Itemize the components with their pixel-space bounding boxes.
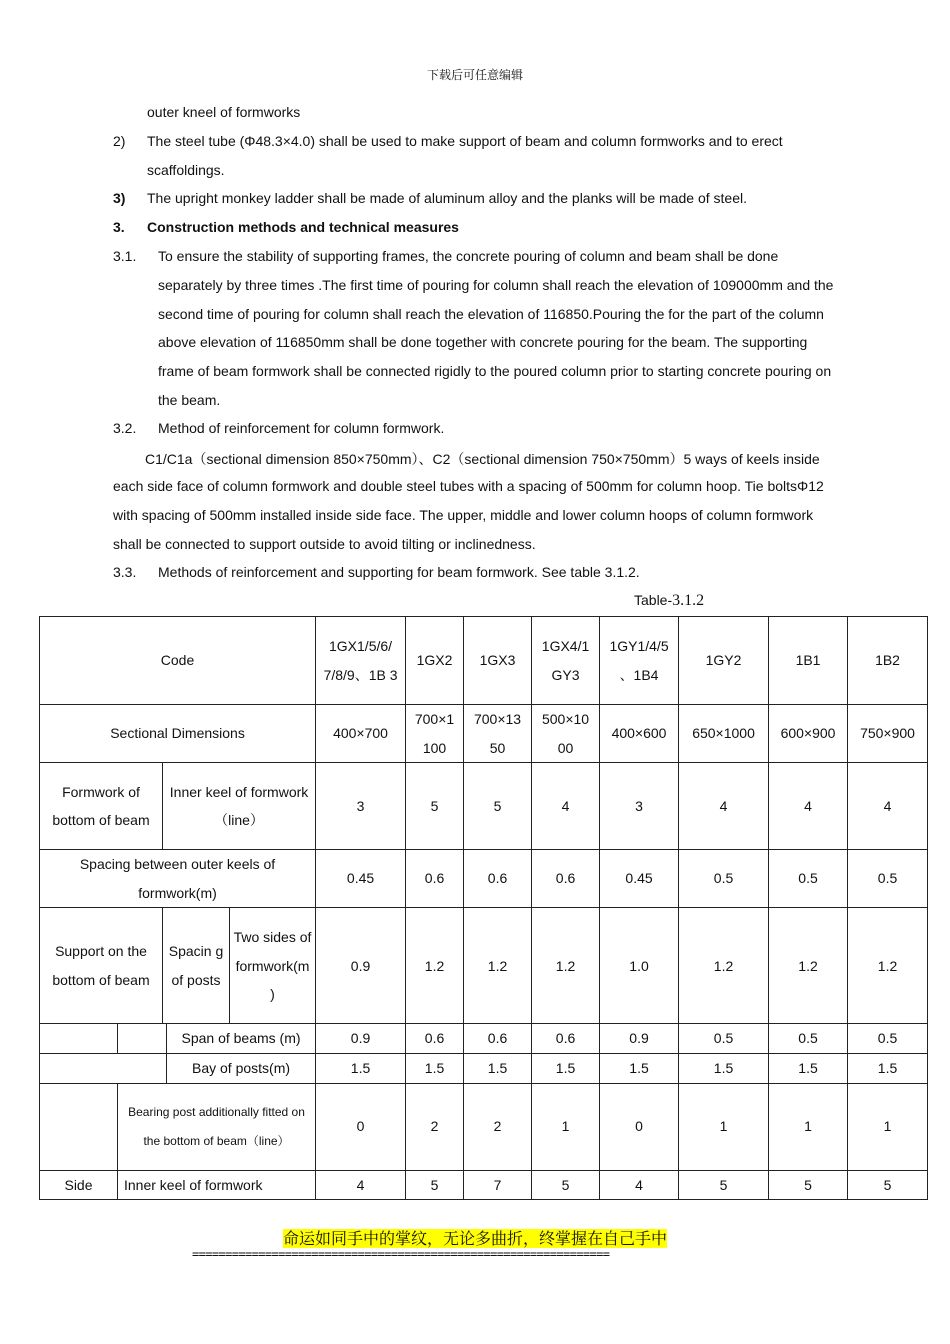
subsection-title: Methods of reinforcement and supporting for beam formwork. See table 3.1.2. xyxy=(158,564,640,580)
table-cell: 5 xyxy=(406,1170,464,1200)
table-cell: 1 xyxy=(769,1083,848,1170)
footer-rule: =============================================================== xyxy=(192,1247,610,1261)
empty-cell xyxy=(40,1053,167,1083)
paragraph-line: To ensure the stability of supporting frames, the concrete pouring of column and beam shall be done xyxy=(158,248,779,264)
table-cell: 5 xyxy=(769,1170,848,1200)
code-cell: 1GX3 xyxy=(464,617,532,705)
table-cell: 5 xyxy=(848,1170,928,1200)
table-cell: 1.2 xyxy=(848,908,928,1024)
row-label: Inner keel of formwork xyxy=(118,1170,316,1200)
table-cell: 4 xyxy=(600,1170,679,1200)
table-cell: 1.5 xyxy=(406,1053,464,1083)
table-row xyxy=(40,705,928,763)
table-cell: 0.5 xyxy=(848,850,928,908)
table-cell: 5 xyxy=(532,1170,600,1200)
table-cell: 1.5 xyxy=(769,1053,848,1083)
paragraph-line: shall be connected to support outside to avoid tilting or inclinedness. xyxy=(113,536,536,552)
table-cell: 700×1 100 xyxy=(406,705,464,763)
paragraph-line: each side face of column formwork and double steel tubes with a spacing of 500mm for column hoop. Tie boltsΦ12 xyxy=(113,478,824,494)
code-cell: 1GY1/4/5 、1B4 xyxy=(600,617,679,705)
list-number: 2) xyxy=(113,133,126,149)
table-cell: 4 xyxy=(532,763,600,850)
table-cell: 1 xyxy=(848,1083,928,1170)
row-label: Support on the bottom of beam xyxy=(40,908,163,1024)
table-cell: 0.9 xyxy=(600,1024,679,1054)
table-cell: 1.5 xyxy=(464,1053,532,1083)
table-cell: 500×10 00 xyxy=(532,705,600,763)
beam-formwork-table xyxy=(39,616,928,1200)
code-cell: 1GX2 xyxy=(406,617,464,705)
table-cell: 4 xyxy=(769,763,848,850)
table-caption: Table-3.1.2 xyxy=(634,592,705,609)
code-cell: 1B2 xyxy=(848,617,928,705)
table-cell: 4 xyxy=(316,1170,406,1200)
list-item-text: scaffoldings. xyxy=(147,162,225,178)
section-number: 3. xyxy=(113,219,125,235)
paragraph-line: separately by three times .The first time of pouring for column shall reach the elevation of 109000mm and the xyxy=(158,277,834,293)
row-label: Inner keel of formwork （line） xyxy=(163,763,316,850)
footer-motto: 命运如同手中的掌纹，无论多曲折，终掌握在自己手中 xyxy=(282,1229,667,1248)
row-label: Spacin g of posts xyxy=(163,908,230,1024)
table-cell: 0.6 xyxy=(532,1024,600,1054)
table-cell: 1.0 xyxy=(600,908,679,1024)
row-label: Span of beams (m) xyxy=(167,1024,316,1054)
list-continuation: outer kneel of formworks xyxy=(147,104,301,120)
list-number: 3) xyxy=(113,190,126,206)
table-cell: 5 xyxy=(679,1170,769,1200)
subsection-number: 3.1. xyxy=(113,248,137,264)
table-cell: 600×900 xyxy=(769,705,848,763)
table-cell: 3 xyxy=(316,763,406,850)
table-cell: 0.5 xyxy=(679,850,769,908)
table-row xyxy=(40,1083,928,1170)
table-row xyxy=(40,763,928,850)
table-cell: 700×13 50 xyxy=(464,705,532,763)
table-cell: 1.5 xyxy=(679,1053,769,1083)
table-cell: 4 xyxy=(848,763,928,850)
table-cell: 1.5 xyxy=(848,1053,928,1083)
table-cell: 0.5 xyxy=(848,1024,928,1054)
table-cell: 0.9 xyxy=(316,1024,406,1054)
paragraph-line: with spacing of 500mm installed inside side face. The upper, middle and lower column hoops of column formwork xyxy=(113,507,814,523)
code-cell: 1B1 xyxy=(769,617,848,705)
subsection-number: 3.2. xyxy=(113,420,137,436)
empty-cell xyxy=(40,1083,118,1170)
code-cell: 1GX4/1 GY3 xyxy=(532,617,600,705)
row-label: Formwork of bottom of beam xyxy=(40,763,163,850)
table-cell: 4 xyxy=(679,763,769,850)
table-cell: 2 xyxy=(406,1083,464,1170)
table-cell: 1.5 xyxy=(532,1053,600,1083)
table-cell: 0.6 xyxy=(406,1024,464,1054)
paragraph-line: C1/C1a（sectional dimension 850×750mm）、C2（sectional dimension 750×750mm）5 ways of keels inside xyxy=(145,451,820,467)
table-cell: 1.5 xyxy=(316,1053,406,1083)
table-row xyxy=(40,1024,928,1054)
row-label: Bearing post additionally fitted on the bottom of beam（line） xyxy=(118,1083,316,1170)
list-item-text: The upright monkey ladder shall be made of aluminum alloy and the planks will be made of steel. xyxy=(147,190,747,206)
table-row xyxy=(40,1170,928,1200)
table-cell: 0.5 xyxy=(769,850,848,908)
subsection-number: 3.3. xyxy=(113,564,137,580)
table-cell: 650×1000 xyxy=(679,705,769,763)
code-cell: 1GX1/5/6/ 7/8/9、1B 3 xyxy=(316,617,406,705)
row-label: Spacing between outer keels of formwork(m) xyxy=(40,850,316,908)
table-row xyxy=(40,850,928,908)
table-cell: 0.6 xyxy=(464,850,532,908)
empty-cell xyxy=(118,1024,167,1054)
table-cell: 400×700 xyxy=(316,705,406,763)
table-cell: 0.6 xyxy=(532,850,600,908)
page-header: 下载后可任意编辑 xyxy=(426,68,523,82)
table-cell: 0.45 xyxy=(316,850,406,908)
table-cell: 0.5 xyxy=(679,1024,769,1054)
table-cell: 1.5 xyxy=(600,1053,679,1083)
row-label: Side xyxy=(40,1170,118,1200)
code-cell: 1GY2 xyxy=(679,617,769,705)
paragraph-line: above elevation of 116850mm shall be done together with concrete pouring for the beam. The supporting xyxy=(158,334,808,350)
table-row xyxy=(40,617,928,705)
table-cell: 1.2 xyxy=(679,908,769,1024)
code-label: Code xyxy=(40,617,316,705)
table-cell: 0.6 xyxy=(406,850,464,908)
row-label: Bay of posts(m) xyxy=(167,1053,316,1083)
table-cell: 1.2 xyxy=(406,908,464,1024)
subsection-title: Method of reinforcement for column formwork. xyxy=(158,420,445,436)
table-cell: 1 xyxy=(679,1083,769,1170)
table-cell: 0.6 xyxy=(464,1024,532,1054)
table-cell: 0.5 xyxy=(769,1024,848,1054)
paragraph-line: the beam. xyxy=(158,392,221,408)
section-title: Construction methods and technical measures xyxy=(147,219,459,235)
table-cell: 2 xyxy=(464,1083,532,1170)
table-cell: 5 xyxy=(464,763,532,850)
table-cell: 0.45 xyxy=(600,850,679,908)
table-cell: 400×600 xyxy=(600,705,679,763)
table-cell: 0 xyxy=(600,1083,679,1170)
table-row xyxy=(40,908,928,1024)
paragraph-line: second time of pouring for column shall reach the elevation of 116850.Pouring the for the part of the column xyxy=(158,306,824,322)
table-cell: 7 xyxy=(464,1170,532,1200)
table-cell: 5 xyxy=(406,763,464,850)
table-cell: 1.2 xyxy=(769,908,848,1024)
empty-cell xyxy=(40,1024,118,1054)
table-cell: 750×900 xyxy=(848,705,928,763)
list-item-text: The steel tube (Φ48.3×4.0) shall be used to make support of beam and column formworks and to erect xyxy=(147,133,783,149)
table-row xyxy=(40,1053,928,1083)
table-cell: 0 xyxy=(316,1083,406,1170)
table-cell: 1 xyxy=(532,1083,600,1170)
table-cell: 3 xyxy=(600,763,679,850)
table-cell: 0.9 xyxy=(316,908,406,1024)
row-label: Two sides of formwork(m ) xyxy=(230,908,316,1024)
table-cell: 1.2 xyxy=(532,908,600,1024)
row-label: Sectional Dimensions xyxy=(40,705,316,763)
table-cell: 1.2 xyxy=(464,908,532,1024)
paragraph-line: frame of beam formwork shall be connected rigidly to the poured column prior to starting concrete pouring on xyxy=(158,363,832,379)
